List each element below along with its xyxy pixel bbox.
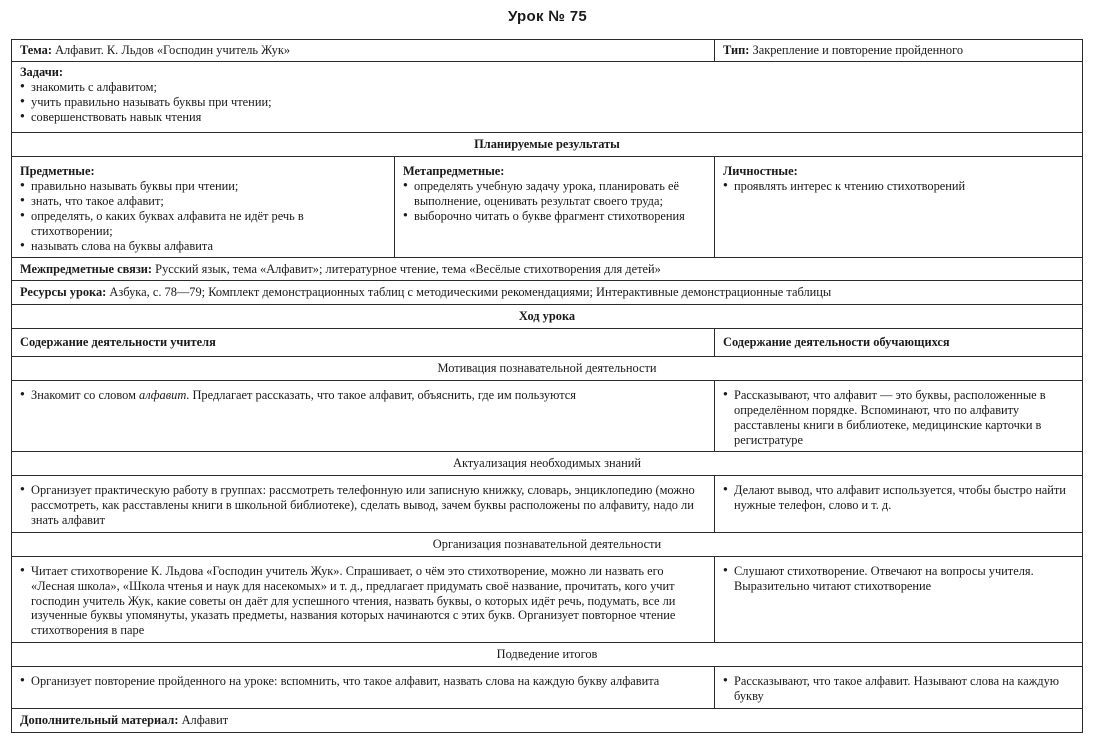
topic-value: Алфавит. К. Льдов «Господин учитель Жук»: [55, 43, 291, 57]
resources-value: Азбука, с. 78—79; Комплект демонстрационных таблиц с методическими рекомендациями; Интерактивные демонстрационные таблицы: [109, 285, 832, 300]
meta-results-label: Метапредметные:: [403, 164, 505, 179]
students-activity: ● Слушают стихотворение. Отвечают на вопросы учителя. Выразительно читают стихотворение: [723, 564, 1074, 594]
stage-content-row: [12, 667, 1083, 709]
topic-row: [12, 40, 1083, 62]
subject-result-item: ● называть слова на буквы алфавита: [20, 239, 386, 254]
links-value: Русский язык, тема «Алфавит»; литературное чтение, тема «Весёлые стихотворения для детей»: [155, 261, 661, 276]
links-cell: [12, 257, 1083, 281]
students-activity-cell: [715, 556, 1083, 642]
extra-row: [12, 708, 1083, 732]
teacher-activity-cell: [12, 476, 715, 533]
stage-name: Актуализация необходимых знаний: [12, 452, 1083, 476]
teacher-activity-term: алфавит: [139, 387, 187, 402]
stage-name: Мотивация познавательной деятельности: [12, 357, 1083, 381]
teacher-activity: ● Организует повторение пройденного на уроке: вспомнить, что такое алфавит, назвать слова на каждую букву алфавита: [20, 674, 706, 689]
personal-results-list: [723, 179, 1074, 194]
topic-label: Тема:: [20, 43, 52, 57]
task-item: ● совершенствовать навык чтения: [20, 110, 1074, 125]
results-row: [12, 157, 1083, 257]
teacher-activity: [20, 388, 706, 403]
type-label: Тип:: [723, 43, 750, 57]
tasks-cell: [12, 61, 1083, 133]
meta-result-item: ● выборочно читать о букве фрагмент стихотворения: [403, 209, 706, 224]
tasks-list: [20, 80, 1074, 125]
stage-header-row: [12, 357, 1083, 381]
students-activity-cell: [715, 476, 1083, 533]
links-row: [12, 257, 1083, 281]
students-column-header: Содержание деятельности обучающихся: [715, 329, 1083, 357]
tasks-label: Задачи:: [20, 64, 63, 79]
meta-results-list: [403, 179, 706, 224]
stage-content-row: [12, 380, 1083, 452]
stage-name: Подведение итогов: [12, 643, 1083, 667]
stage-content-row: [12, 556, 1083, 642]
extra-value: Алфавит: [181, 712, 229, 727]
teacher-activity: ● Организует практическую работу в группах: рассмотреть телефонную или записную книжку, словарь, энциклопедию (можно рассмотреть, как расставлены книги в школьной библиотеке), сделать вывод, зачем буквы расположены по алфавиту, надо ли знать алфавит: [20, 483, 706, 528]
course-row: [12, 305, 1083, 329]
extra-label: Дополнительный материал:: [20, 712, 179, 727]
subject-results-cell: [12, 157, 395, 257]
topic-cell: [12, 40, 715, 62]
links-label: Межпредметные связи:: [20, 261, 153, 276]
teacher-activity-cell: [12, 556, 715, 642]
lesson-title: Урок № 75: [507, 8, 588, 25]
resources-cell: [12, 281, 1083, 305]
subject-result-item: ● знать, что такое алфавит;: [20, 194, 386, 209]
stage-content-row: [12, 476, 1083, 533]
teacher-activity-cell: [12, 380, 715, 452]
type-value: Закрепление и повторение пройденного: [752, 43, 964, 57]
students-activity-cell: [715, 380, 1083, 452]
personal-results-label: Личностные:: [723, 164, 798, 179]
teacher-activity: ● Читает стихотворение К. Льдова «Господин учитель Жук». Спрашивает, о чём это стихотворение, можно ли назвать его «Лесная школа», «Школа чтенья и наук для насекомых» и т. д., предлагает придумать своё название, прочитать, кого учит господин учитель Жук, какие советы он даёт для успешного чтения, назвать буквы, о которых идёт речь, подумать, все ли изученные буквы упомянуты, указать предметы, названия которых начинаются с этих букв. Организует повторное чтение стихотворения в паре: [20, 564, 706, 638]
planned-results-row: [12, 133, 1083, 157]
extra-cell: [12, 708, 1083, 732]
subject-result-item: ● правильно называть буквы при чтении;: [20, 179, 386, 194]
resources-row: [12, 281, 1083, 305]
type-cell: [715, 40, 1083, 62]
meta-results-cell: [395, 157, 715, 257]
stage-header-row: [12, 643, 1083, 667]
teacher-activity-text-end: . Предлагает рассказать, что такое алфавит, объяснить, где им пользуются: [186, 387, 576, 402]
teacher-activity-cell: [12, 667, 715, 709]
students-activity: ● Рассказывают, что такое алфавит. Называют слова на каждую букву: [723, 674, 1074, 704]
teacher-column-header: Содержание деятельности учителя: [12, 329, 715, 357]
stage-header-row: [12, 532, 1083, 556]
lesson-plan-table: [11, 39, 1083, 733]
subject-results-label: Предметные:: [20, 164, 95, 179]
subject-results-list: [20, 179, 386, 253]
meta-result-item: ● определять учебную задачу урока, планировать её выполнение, оценивать результат своего труда;: [403, 179, 706, 209]
stage-name: Организация познавательной деятельности: [12, 532, 1083, 556]
course-heading: Ход урока: [12, 305, 1083, 329]
students-activity: ● Рассказывают, что алфавит — это буквы, расположенные в определённом порядке. Вспоминают, что по алфавиту расставлены книги в библиотеке, медицинские карточки в регистратуре: [723, 388, 1074, 448]
teacher-activity-text: Знакомит со словом: [31, 387, 140, 402]
personal-results-cell: [715, 157, 1083, 257]
students-activity: ● Делают вывод, что алфавит используется, чтобы быстро найти нужные телефон, слово и т. д.: [723, 483, 1074, 513]
task-item: ● учить правильно называть буквы при чтении;: [20, 95, 1074, 110]
stage-header-row: [12, 452, 1083, 476]
subject-result-item: ● определять, о каких буквах алфавита не идёт речь в стихотворении;: [20, 209, 386, 239]
personal-result-item: ● проявлять интерес к чтению стихотворений: [723, 179, 1074, 194]
students-activity-cell: [715, 667, 1083, 709]
task-item: ● знакомить с алфавитом;: [20, 80, 1074, 95]
columns-header-row: [12, 329, 1083, 357]
tasks-row: [12, 61, 1083, 133]
resources-label: Ресурсы урока:: [20, 285, 107, 300]
planned-results-heading: Планируемые результаты: [12, 133, 1083, 157]
